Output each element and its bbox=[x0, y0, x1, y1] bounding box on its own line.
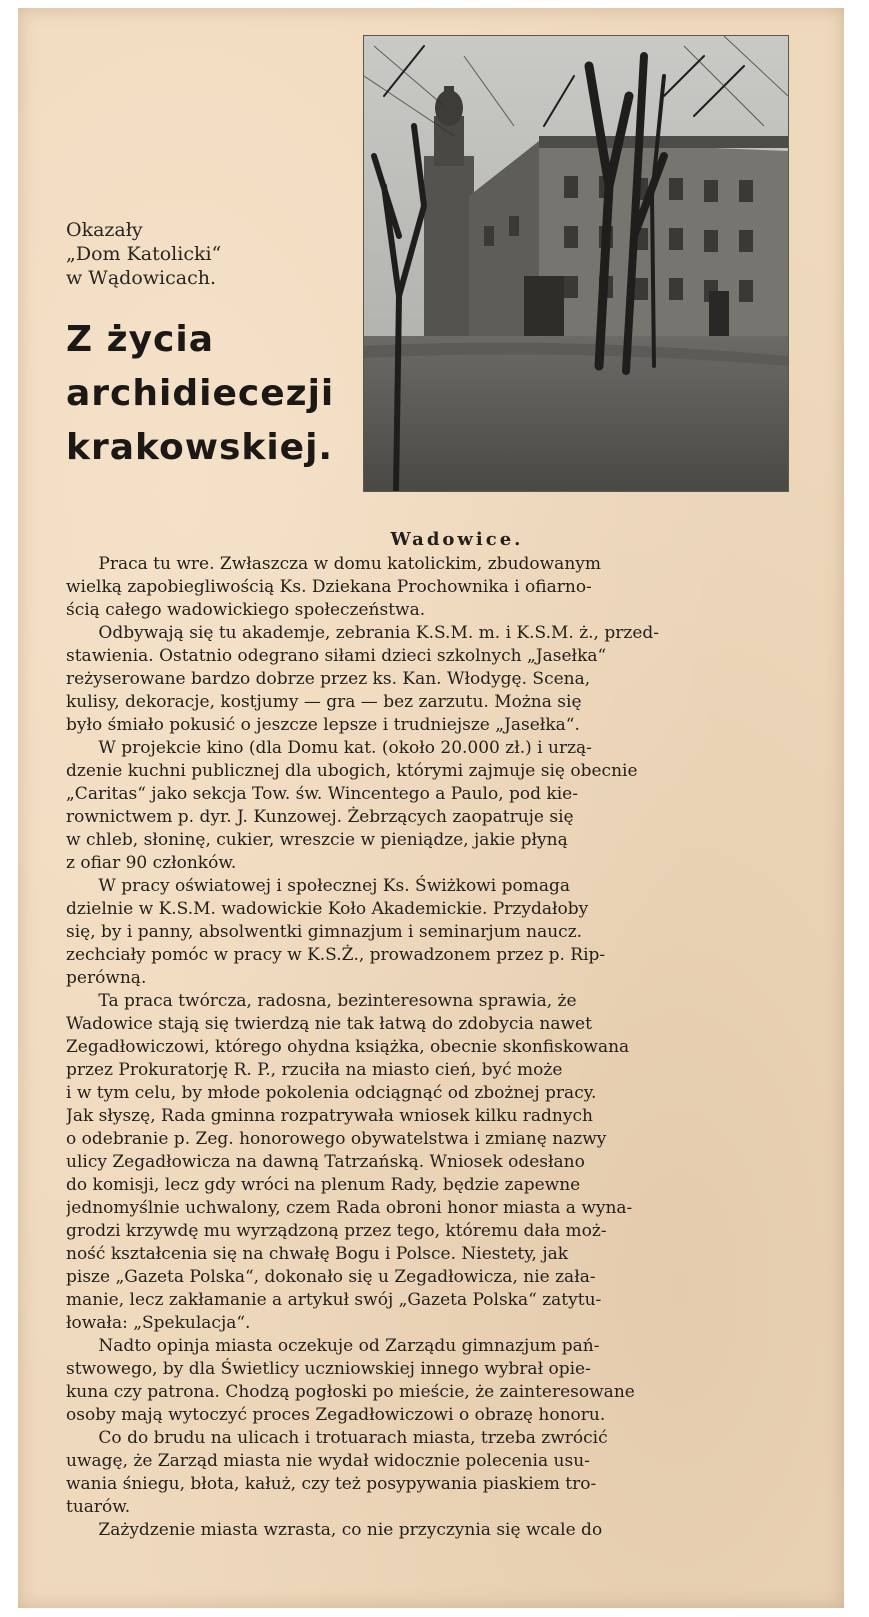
article-text bbox=[66, 553, 808, 1542]
article-line: osoby mają wytoczyć proces Zegadłowiczowi o obrazę honoru. bbox=[66, 1405, 606, 1425]
article-line: dzielnie w K.S.M. wadowickie Koło Akademickie. Przydałoby bbox=[66, 899, 589, 919]
article-line: Ta praca twórcza, radosna, bezinteresowna sprawia, że bbox=[66, 991, 577, 1011]
article-line: z ofiar 90 członków. bbox=[66, 853, 237, 873]
article-line: zechciały pomóc w pracy w K.S.Ż., prowadzonem przez p. Rip- bbox=[66, 945, 606, 965]
section-headline bbox=[66, 313, 356, 475]
article-line: ność kształcenia się na chwałę Bogu i Polsce. Niestety, jak bbox=[66, 1244, 569, 1264]
photo-caption bbox=[66, 218, 326, 290]
article-line: kulisy, dekoracje, kostjumy — gra — bez zarzutu. Można się bbox=[66, 692, 582, 712]
caption-line: w Wądowicach. bbox=[66, 267, 216, 289]
article-line: Zegadłowiczowi, którego ohydna książka, obecnie skonfiskowana bbox=[66, 1037, 630, 1057]
article-body bbox=[66, 528, 808, 1542]
article-line: wania śniegu, błota, kałuż, czy też posypywania piaskiem tro- bbox=[66, 1474, 597, 1494]
article-line: się, by i panny, absolwentki gimnazjum i seminarjum naucz. bbox=[66, 922, 583, 942]
article-line: przez Prokuratorję R. P., rzuciła na miasto cień, być może bbox=[66, 1060, 563, 1080]
article-title: Wadowice. bbox=[390, 529, 524, 550]
headline-line: krakowskiej. bbox=[66, 427, 334, 468]
photo-icon bbox=[364, 36, 788, 491]
article-line: stwowego, by dla Świetlicy uczniowskiej innego wybrał opie- bbox=[66, 1359, 591, 1379]
article-line: dzenie kuchni publicznej dla ubogich, którymi zajmuje się obecnie bbox=[66, 761, 638, 781]
building-photo bbox=[363, 35, 789, 492]
article-line: jednomyślnie uchwalony, czem Rada obroni honor miasta a wyna- bbox=[66, 1198, 633, 1218]
article-line: do komisji, lecz gdy wróci na plenum Rady, będzie zapewne bbox=[66, 1175, 581, 1195]
headline-line: archidiecezji bbox=[66, 373, 335, 414]
article-line: Co do brudu na ulicach i trotuarach miasta, trzeba zwrócić bbox=[66, 1428, 608, 1448]
article-line: łowała: „Spekulacja“. bbox=[66, 1313, 251, 1333]
article-line: „Caritas“ jako sekcja Tow. św. Wincentego a Paulo, pod kie- bbox=[66, 784, 578, 804]
article-line: W projekcie kino (dla Domu kat. (około 20.000 zł.) i urzą- bbox=[66, 738, 592, 758]
article-line: grodzi krzywdę mu wyrządzoną przez tego, któremu dała moż- bbox=[66, 1221, 607, 1241]
article-line: W pracy oświatowej i społecznej Ks. Świżkowi pomaga bbox=[66, 876, 570, 896]
article-line: manie, lecz zakłamanie a artykuł swój „Gazeta Polska“ zatytu- bbox=[66, 1290, 602, 1310]
article-line: o odebranie p. Zeg. honorowego obywatelstwa i zmianę nazwy bbox=[66, 1129, 607, 1149]
article-line: i w tym celu, by młode pokolenia odciągnąć od zbożnej pracy. bbox=[66, 1083, 597, 1103]
article-line: Nadto opinja miasta oczekuje od Zarządu gimnazjum pań- bbox=[66, 1336, 600, 1356]
article-line: wielką zapobiegliwością Ks. Dziekana Prochownika i ofiarno- bbox=[66, 577, 592, 597]
article-line: ścią całego wadowickiego społeczeństwa. bbox=[66, 600, 426, 620]
article-line: reżyserowane bardzo dobrze przez ks. Kan. Włodygę. Scena, bbox=[66, 669, 591, 689]
caption-line: „Dom Katolicki“ bbox=[66, 243, 222, 265]
article-line: Zażydzenie miasta wzrasta, co nie przyczynia się wcale do bbox=[66, 1520, 603, 1540]
article-line: Jak słyszę, Rada gminna rozpatrywała wniosek kilku radnych bbox=[66, 1106, 593, 1126]
article-line: Odbywają się tu akademje, zebrania K.S.M. m. i K.S.M. ż., przed- bbox=[66, 623, 660, 643]
article-line: uwagę, że Zarząd miasta nie wydał widocznie polecenia usu- bbox=[66, 1451, 590, 1471]
article-line: ulicy Zegadłowicza na dawną Tatrzańską. Wniosek odesłano bbox=[66, 1152, 585, 1172]
newspaper-clipping bbox=[18, 8, 844, 1608]
article-line: było śmiało pokusić o jeszcze lepsze i trudniejsze „Jasełka“. bbox=[66, 715, 580, 735]
article-line: tuarów. bbox=[66, 1497, 131, 1517]
article-line: pisze „Gazeta Polska“, dokonało się u Zegadłowicza, nie zała- bbox=[66, 1267, 596, 1287]
headline-line: Z życia bbox=[66, 319, 215, 360]
article-line: perówną. bbox=[66, 968, 147, 988]
article-line: rownictwem p. dyr. J. Kunzowej. Żebrzących zaopatruje się bbox=[66, 807, 574, 827]
article-line: Praca tu wre. Zwłaszcza w domu katolickim, zbudowanym bbox=[66, 554, 601, 574]
caption-line: Okazały bbox=[66, 219, 143, 241]
article-line: stawienia. Ostatnio odegrano siłami dzieci szkolnych „Jasełka“ bbox=[66, 646, 607, 666]
article-line: kuna czy patrona. Chodzą pogłoski po mieście, że zainteresowane bbox=[66, 1382, 635, 1402]
article-line: w chleb, słoninę, cukier, wreszcie w pieniądze, jakie płyną bbox=[66, 830, 568, 850]
article-line: Wadowice stają się twierdzą nie tak łatwą do zdobycia nawet bbox=[66, 1014, 592, 1034]
